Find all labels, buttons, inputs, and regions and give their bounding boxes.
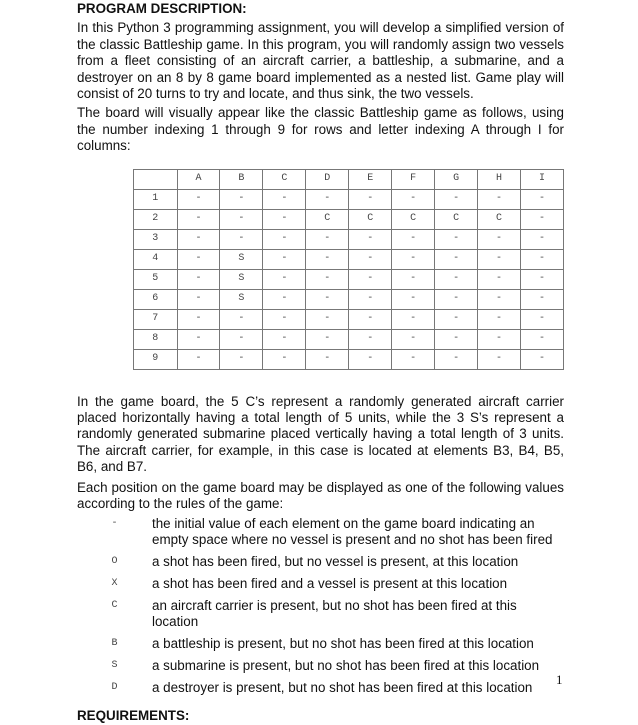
- board-cell: -: [349, 289, 392, 309]
- board-cell: -: [521, 289, 564, 309]
- board-cell: -: [435, 329, 478, 349]
- legend-item: [77, 598, 564, 631]
- board-row: [134, 209, 564, 229]
- board-cell: -: [349, 229, 392, 249]
- board-cell: S: [220, 289, 263, 309]
- board-cell: S: [220, 269, 263, 289]
- column-header: B: [220, 169, 263, 189]
- board-cell: -: [349, 349, 392, 369]
- board-cell: -: [349, 329, 392, 349]
- board-cell: -: [349, 249, 392, 269]
- row-header: 7: [134, 309, 178, 329]
- board-cell: -: [392, 249, 435, 269]
- board-row: [134, 329, 564, 349]
- board-cell: -: [478, 269, 521, 289]
- board-cell: -: [521, 269, 564, 289]
- legend-item: [77, 554, 564, 570]
- board-cell: -: [306, 249, 349, 269]
- board-cell: -: [263, 189, 306, 209]
- legend-symbol: B: [111, 638, 118, 650]
- board-cell: -: [177, 209, 220, 229]
- board-row: [134, 309, 564, 329]
- column-header: D: [306, 169, 349, 189]
- board-cell: -: [263, 349, 306, 369]
- row-header: 6: [134, 289, 178, 309]
- board-cell: -: [263, 329, 306, 349]
- board-cell: -: [478, 249, 521, 269]
- board-cell: -: [220, 329, 263, 349]
- board-cell: C: [478, 209, 521, 229]
- board-cell: -: [435, 349, 478, 369]
- board-cell: -: [177, 309, 220, 329]
- board-cell: -: [392, 309, 435, 329]
- corner-cell: [134, 169, 178, 189]
- board-cell: -: [435, 309, 478, 329]
- board-cell: -: [478, 229, 521, 249]
- board-cell: -: [263, 289, 306, 309]
- board-row: [134, 229, 564, 249]
- board-cell: -: [220, 189, 263, 209]
- row-header: 3: [134, 229, 178, 249]
- board-cell: -: [392, 269, 435, 289]
- board-cell: -: [392, 229, 435, 249]
- board-intro-paragraph: The board will visually appear like the classic Battleship game as follows, using the number indexing 1 through 9 for rows and letter indexing A through I for columns:: [77, 105, 564, 154]
- board-cell: -: [306, 329, 349, 349]
- legend-description: an aircraft carrier is present, but no shot has been fired at this location: [152, 597, 517, 630]
- board-cell: -: [435, 289, 478, 309]
- board-cell: -: [392, 349, 435, 369]
- symbol-legend-list: [77, 516, 564, 703]
- legend-item: [77, 658, 564, 674]
- board-cell: -: [478, 189, 521, 209]
- board-cell: -: [478, 289, 521, 309]
- legend-symbol: X: [111, 577, 118, 589]
- intro-paragraph: In this Python 3 programming assignment, you will develop a simplified version of the classic Battleship game. In this program, you will randomly assign two vessels from a fleet consisting of an aircraft carrier, a battleship, a submarine, and a destroyer on an 8 by 8 game board implemented as a nested list. Game play will consist of 20 turns to try and locate, and thus sink, the two vessels.: [77, 20, 564, 102]
- board-cell: -: [220, 349, 263, 369]
- document-body: [77, 0, 564, 725]
- board-cell: -: [521, 189, 564, 209]
- board-cell: -: [306, 229, 349, 249]
- board-cell: -: [306, 189, 349, 209]
- board-cell: C: [435, 209, 478, 229]
- column-header: E: [349, 169, 392, 189]
- section-heading: PROGRAM DESCRIPTION:: [77, 1, 247, 16]
- values-intro-paragraph: Each position on the game board may be displayed as one of the following values according to the rules of the game:: [77, 479, 564, 512]
- board-cell: -: [306, 289, 349, 309]
- legend-symbol: -: [111, 517, 118, 529]
- board-cell: -: [263, 249, 306, 269]
- board-cell: -: [220, 229, 263, 249]
- board-cell: -: [177, 329, 220, 349]
- board-cell: -: [478, 309, 521, 329]
- board-cell: -: [177, 269, 220, 289]
- legend-description: a destroyer is present, but no shot has been fired at this location: [152, 680, 533, 696]
- row-header: 2: [134, 209, 178, 229]
- board-row: [134, 189, 564, 209]
- column-header: I: [521, 169, 564, 189]
- board-row: [134, 249, 564, 269]
- board-cell: -: [263, 229, 306, 249]
- board-cell: -: [263, 309, 306, 329]
- legend-item: [77, 516, 564, 549]
- game-board-table: [133, 169, 564, 370]
- board-cell: C: [349, 209, 392, 229]
- board-cell: -: [349, 269, 392, 289]
- legend-description: a shot has been fired and a vessel is present at this location: [152, 575, 508, 591]
- legend-description: the initial value of each element on the game board indicating an empty space where no vessel is present and no shot has been fired: [152, 515, 553, 547]
- legend-description: a battleship is present, but no shot has been fired at this location: [152, 636, 534, 652]
- legend-symbol: C: [111, 599, 118, 611]
- row-header: 8: [134, 329, 178, 349]
- board-cell: -: [349, 309, 392, 329]
- board-cell: S: [220, 249, 263, 269]
- column-header: F: [392, 169, 435, 189]
- board-cell: -: [521, 249, 564, 269]
- board-cell: -: [478, 349, 521, 369]
- board-cell: -: [177, 249, 220, 269]
- row-header: 4: [134, 249, 178, 269]
- board-cell: -: [392, 289, 435, 309]
- legend-symbol: S: [111, 660, 118, 672]
- board-cell: -: [220, 209, 263, 229]
- board-cell: -: [263, 269, 306, 289]
- legend-item: [77, 636, 564, 652]
- board-cell: -: [521, 209, 564, 229]
- page-number: 1: [556, 672, 563, 687]
- board-row: [134, 289, 564, 309]
- column-header: H: [478, 169, 521, 189]
- board-row: [134, 349, 564, 369]
- board-cell: -: [177, 229, 220, 249]
- board-cell: -: [478, 329, 521, 349]
- board-row: [134, 269, 564, 289]
- board-cell: -: [435, 229, 478, 249]
- board-cell: -: [263, 209, 306, 229]
- legend-item: [77, 680, 564, 696]
- board-cell: -: [306, 349, 349, 369]
- board-cell: C: [392, 209, 435, 229]
- board-cell: -: [521, 329, 564, 349]
- row-header: 5: [134, 269, 178, 289]
- legend-symbol: O: [111, 555, 118, 567]
- legend-symbol: D: [111, 682, 118, 694]
- board-cell: -: [435, 189, 478, 209]
- board-cell: -: [392, 329, 435, 349]
- board-cell: -: [349, 189, 392, 209]
- board-cell: -: [220, 309, 263, 329]
- row-header: 1: [134, 189, 178, 209]
- column-header: G: [435, 169, 478, 189]
- board-cell: -: [435, 269, 478, 289]
- board-cell: -: [177, 349, 220, 369]
- board-cell: -: [521, 349, 564, 369]
- board-cell: -: [306, 309, 349, 329]
- board-cell: -: [521, 229, 564, 249]
- column-header: A: [177, 169, 220, 189]
- column-header: C: [263, 169, 306, 189]
- board-cell: -: [177, 189, 220, 209]
- board-cell: -: [392, 189, 435, 209]
- legend-description: a submarine is present, but no shot has been fired at this location: [152, 658, 540, 674]
- board-cell: -: [177, 289, 220, 309]
- board-cell: C: [306, 209, 349, 229]
- row-header: 9: [134, 349, 178, 369]
- board-cell: -: [435, 249, 478, 269]
- requirements-heading: REQUIREMENTS:: [77, 708, 190, 724]
- board-explanation-paragraph: In the game board, the 5 C’s represent a randomly generated aircraft carrier placed horizontally having a total length of 5 units, while the 3 S’s represent a randomly generated submarine placed vertically having a total length of 3 units. The aircraft carrier, for example, in this case is located at elements B3, B4, B5, B6, and B7.: [77, 393, 564, 475]
- legend-description: a shot has been fired, but no vessel is present, at this location: [152, 553, 519, 569]
- board-cell: -: [521, 309, 564, 329]
- legend-item: [77, 576, 564, 592]
- board-cell: -: [306, 269, 349, 289]
- header-row: [134, 169, 564, 189]
